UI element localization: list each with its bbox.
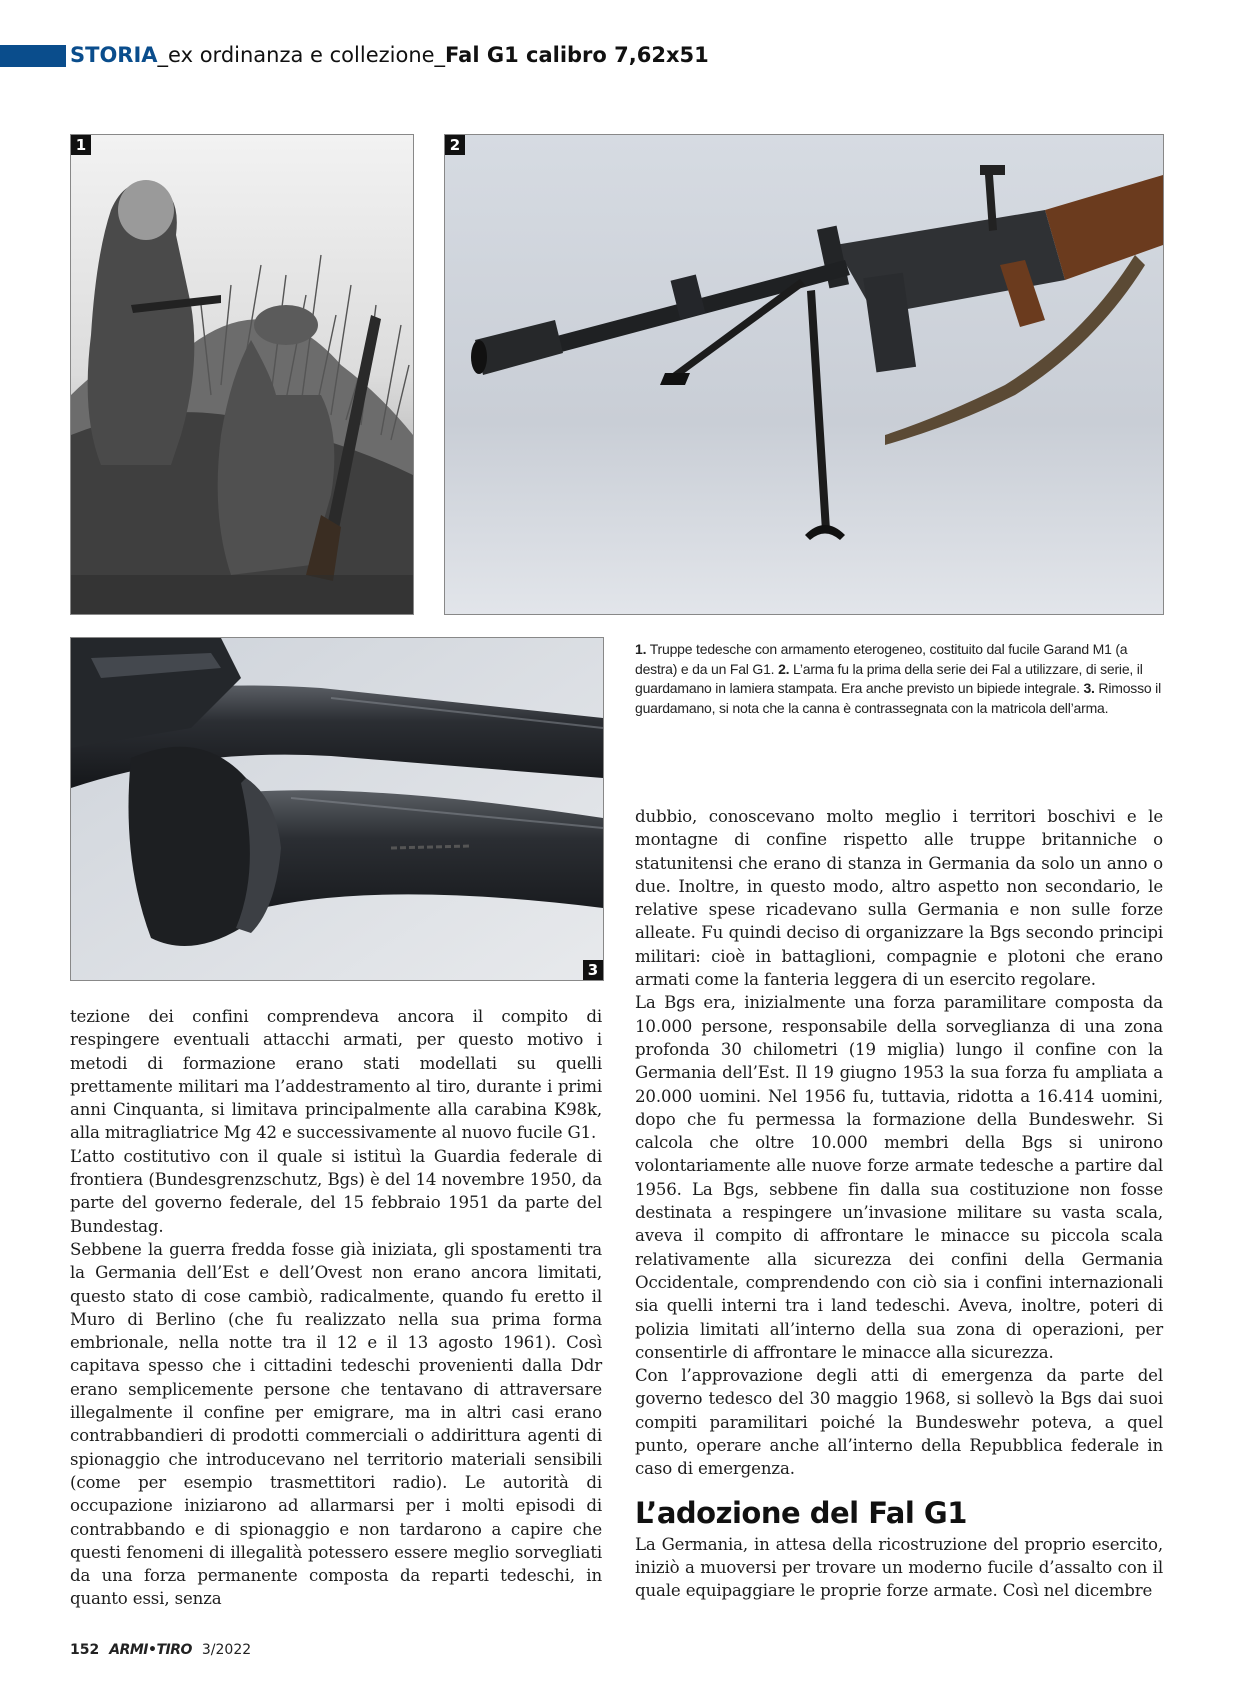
photo-number-2: 2 [445,135,465,155]
header-section: STORIA [70,43,158,67]
photo-rifle-bipod [444,134,1164,615]
caption-text-3: Rimosso il guardamano, si nota che la canna è contrassegnata con la matricola dell’arma. [635,680,1161,716]
body-column-left [70,1005,602,1611]
soldiers-image [71,135,413,614]
caption-number-2: 2. [778,660,790,677]
barrel-image [71,638,603,980]
caption-number-1: 1. [635,641,647,657]
paragraph: L’atto costitutivo con il quale si istituì la Guardia federale di frontiera (Bundesgrenzschutz, Bgs) è del 14 novembre 1950, da parte del governo federale, del 15 febbraio 1951 da parte del Bundestag. [70,1146,602,1236]
header-subsection: _ex ordinanza e collezione_ [157,43,446,67]
paragraph: tezione dei confini comprendeva ancora il compito di respingere eventuali attacchi armati, per questo motivo i metodi di formazione erano stati modellati su quelli prettamente militari ma l’addestramento al tiro, durante i primi anni Cinquanta, si limitava principalmente alla carabina K98k, alla mitragliatrice Mg 42 e successivamente al nuovo fucile G1. [70,1007,602,1143]
paragraph: Con l’approvazione degli atti di emergenza da parte del governo tedesco del 30 maggio 1968, si sollevò la Bgs dai suoi compiti paramilitari poiché la Bundeswehr poteva, a quel punto, operare anche all’interno della Repubblica federale in caso di emergenza. [635,1366,1163,1479]
caption-text-2: L’arma fu la prima della serie dei Fal a utilizzare, di serie, il guardamano in lamiera stampata. Era anche previsto un bipiede integrale. [635,660,1143,696]
photo-barrel-closeup [70,637,604,981]
caption-text-1: Truppe tedesche con armamento eterogeneo, costituito dal fucile Garand M1 (a destra) e da un Fal G1. [635,641,1128,677]
page-footer [70,1640,251,1660]
body-column-right [635,805,1163,1603]
page-number: 152 [70,1642,100,1658]
section-heading: L’adozione del Fal G1 [635,1495,967,1530]
photo-soldiers [70,134,414,615]
photo-caption [635,640,1163,718]
rifle-image [445,135,1163,614]
running-header [70,40,709,70]
photo-number-1: 1 [71,135,91,155]
issue-number: 3/2022 [201,1642,252,1658]
header-title: Fal G1 calibro 7,62x51 [445,43,709,67]
paragraph: dubbio, conoscevano molto meglio i territori boschivi e le montagne di confine rispetto alle truppe britanniche o statunitensi che erano di stanza in Germania da solo un anno o due. Inoltre, in questo modo, altro aspetto non secondario, le relative spese ricadevano sulla Germania e non sulle forze alleate. Fu quindi deciso di organizzare la Bgs secondo principi militari: cioè in battaglioni, compagnie e plotoni che erano armati come la fanteria leggera di un esercito regolare. [635,807,1163,990]
paragraph: La Germania, in attesa della ricostruzione del proprio esercito, iniziò a muoversi per trovare un moderno fucile d’assalto con il quale equipaggiare le proprie forze armate. Così nel dicembre [635,1534,1163,1601]
header-accent-bar [0,45,66,67]
magazine-name: ARMI•TIRO [109,1642,192,1658]
caption-number-3: 3. [1083,680,1095,696]
paragraph: La Bgs era, inizialmente una forza paramilitare composta da 10.000 persone, responsabile della sorveglianza di una zona profonda 30 chilometri (19 miglia) lungo il confine con la Germania dell’Est. Il 19 giugno 1953 la sua forza fu ampliata a 20.000 uomini. Nel 1956 fu, tuttavia, ridotta a 16.414 uomini, dopo che fu permessa la formazione della Bundeswehr. Si calcola che oltre 10.000 membri della Bgs si unirono volontariamente alle nuove forze armate tedesche a partire dal 1956. La Bgs, sebbene fin dalla sua costituzione non fosse destinata a respingere un’invasione militare su vasta scala, aveva il compito di affrontare le minacce su piccola scala relativamente alla sicurezza dei confini della Germania Occidentale, comprendendo con ciò sia i confini internazionali sia quelli interni tra i land tedeschi. Aveva, inoltre, poteri di polizia limitati all’interno della sua zona di operazioni, per consentirle di affrontare le minacce alla sicurezza. [635,993,1163,1362]
paragraph: Sebbene la guerra fredda fosse già iniziata, gli spostamenti tra la Germania dell’Est e dell’Ovest non erano ancora limitati, questo stato di cose cambiò, radicalmente, quando fu eretto il Muro di Berlino (che fu realizzato nella sua prima forma embrionale, nella notte tra il 12 e il 13 agosto 1961). Così capitava spesso che i cittadini tedeschi provenienti dalla Ddr erano semplicemente persone che tentavano di attraversare illegalmente il confine per emigrare, ma in altri casi erano contrabbandieri di prodotti commerciali o addirittura agenti di spionaggio che introducevano nel territorio materiali sensibili (come per esempio trasmettitori radio). Le autorità di occupazione iniziarono ad allarmarsi per i molti episodi di contrabbando e di spionaggio e non tardarono a capire che questi fenomeni di illegalità potessero essere meglio sorvegliati da una forza permanente composta da reparti tedeschi, in quanto essi, senza [70,1239,602,1609]
photo-number-3: 3 [583,960,603,980]
